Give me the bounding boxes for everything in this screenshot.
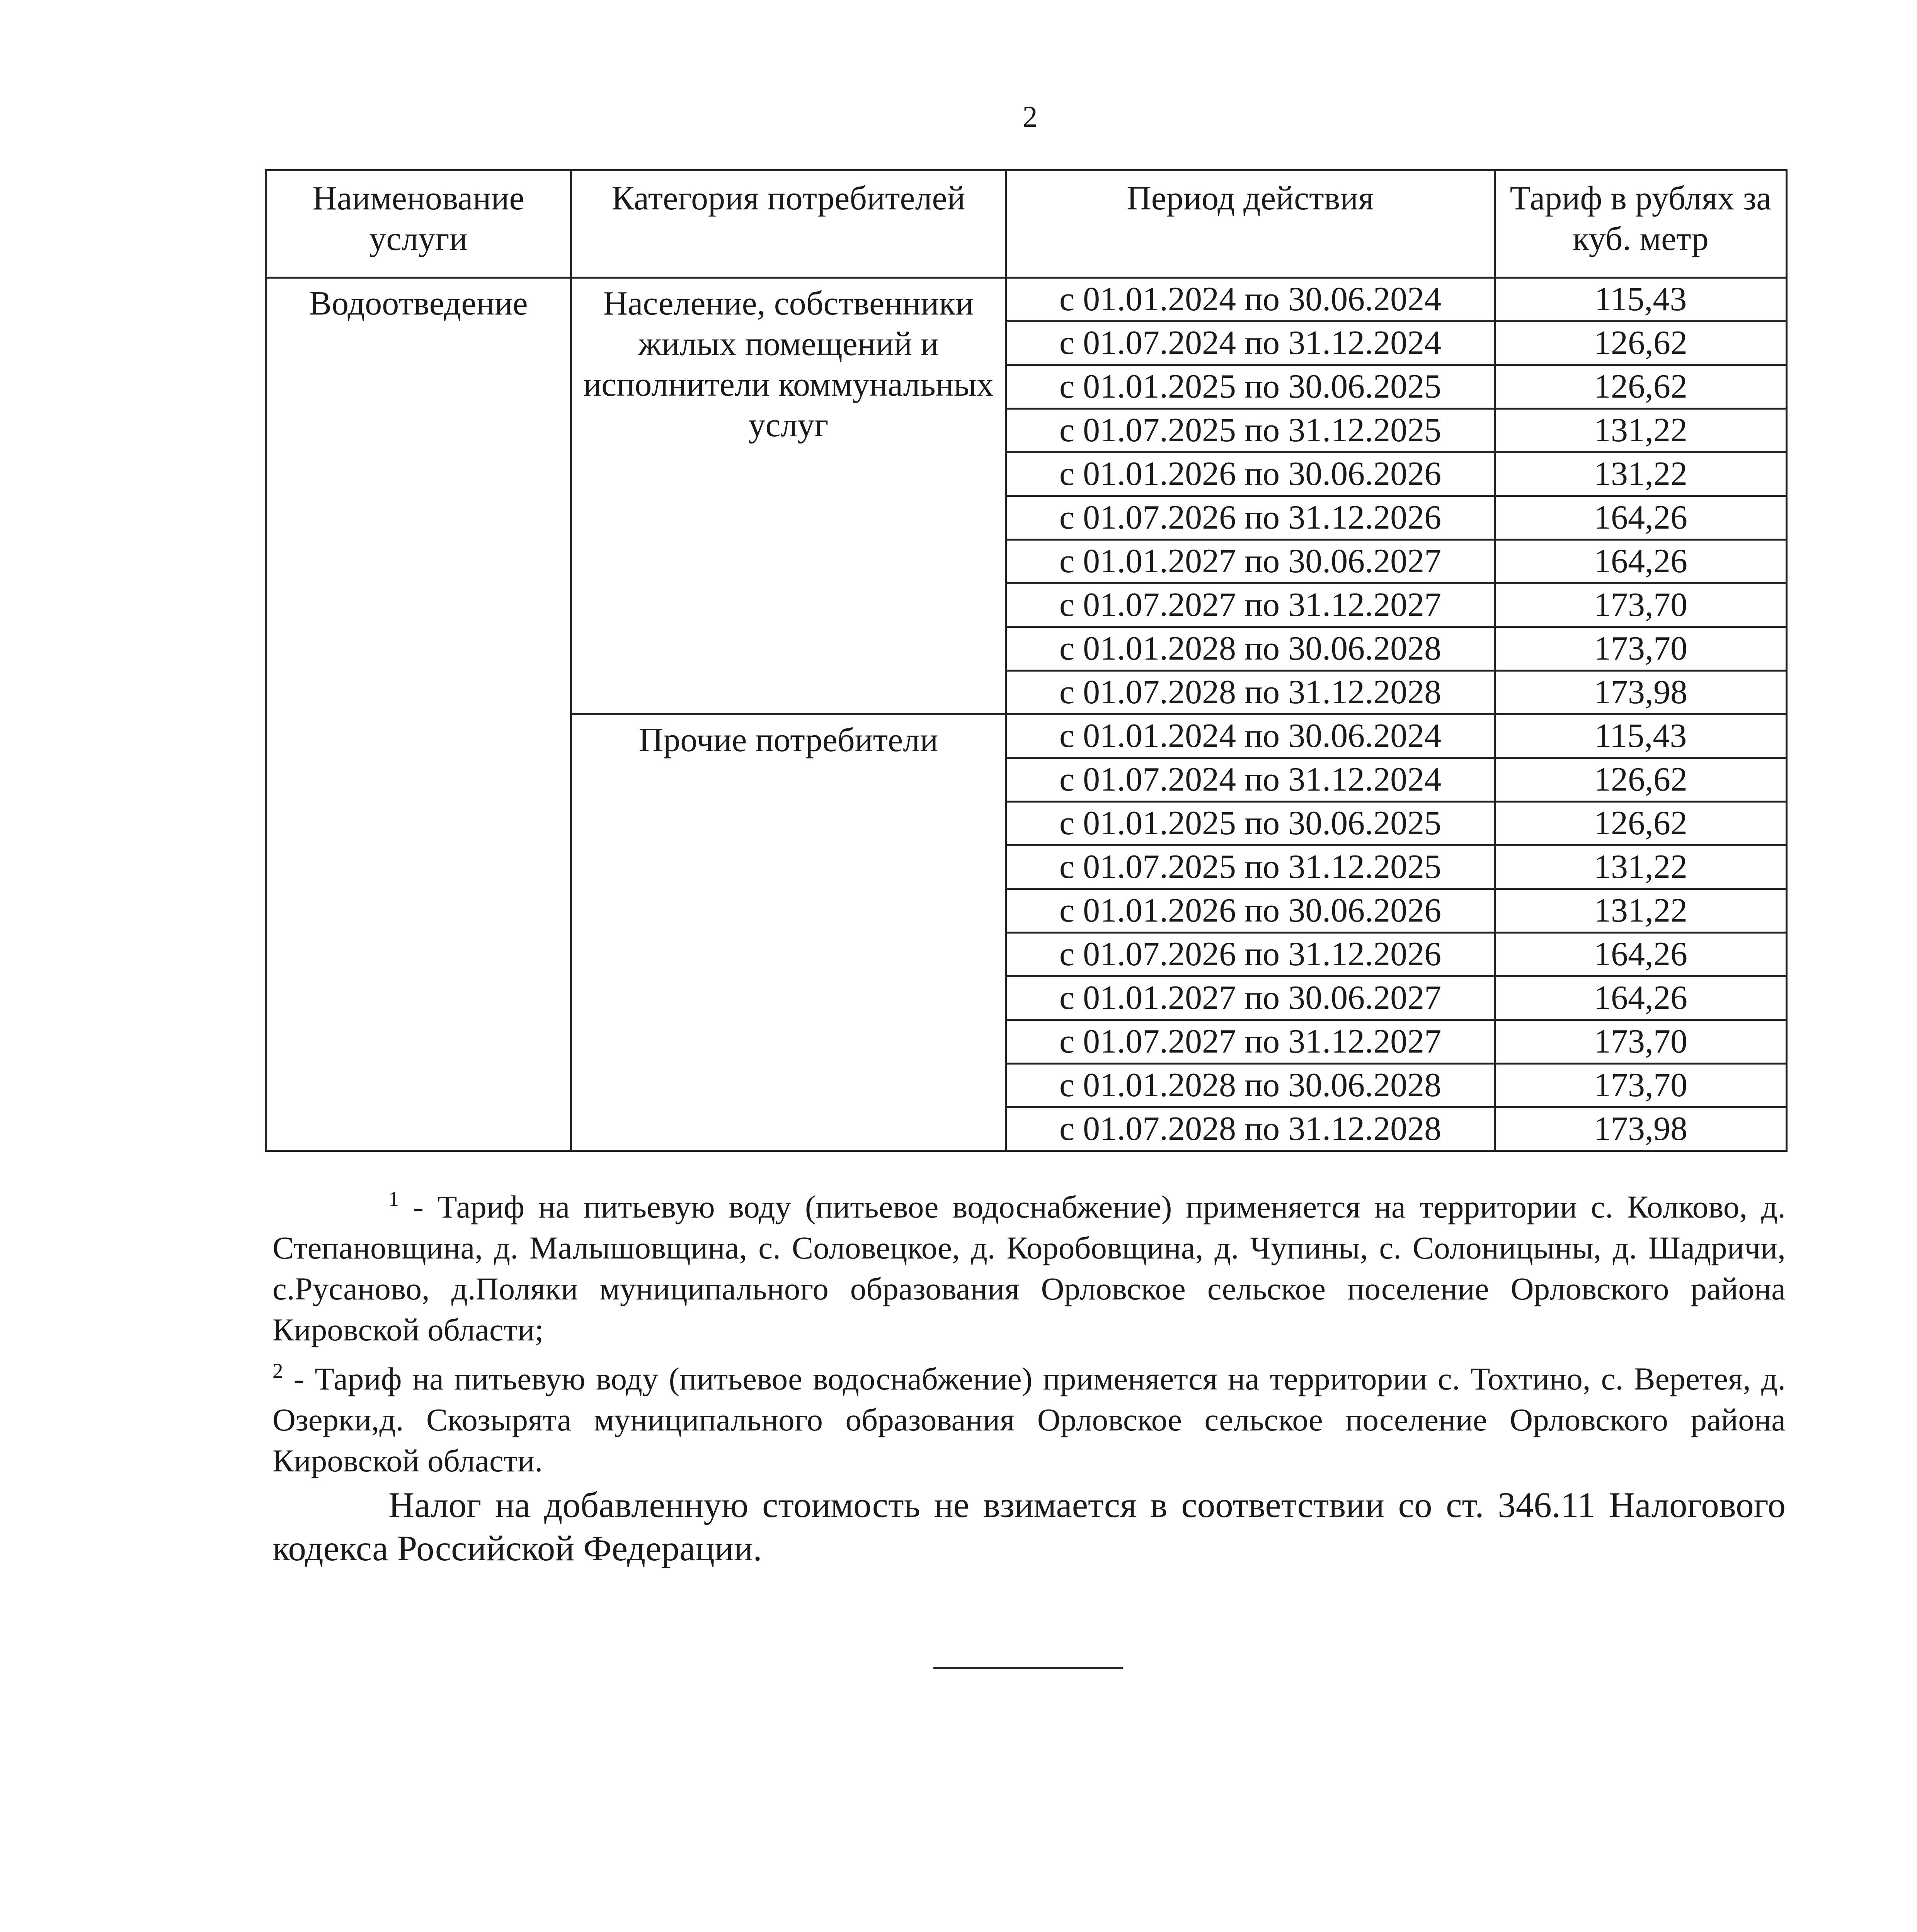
end-divider (933, 1667, 1123, 1669)
period-cell: с 01.01.2027 по 30.06.2027 (1006, 976, 1495, 1020)
tariff-value-cell: 164,26 (1495, 540, 1787, 583)
service-name-cell: Водоотведение (266, 278, 571, 1151)
period-cell: с 01.07.2028 по 31.12.2028 (1006, 1107, 1495, 1151)
tariff-value-cell: 173,98 (1495, 671, 1787, 714)
tariff-value-cell: 115,43 (1495, 278, 1787, 321)
category-cell: Население, собственники жилых помещений и исполнители коммунальных услуг (571, 278, 1006, 714)
tariff-value-cell: 173,70 (1495, 583, 1787, 627)
vat-note: Налог на добавленную стоимость не взимается в соответствии со ст. 346.11 Налогового кодекса Российской Федерации. (272, 1485, 1786, 1568)
period-cell: с 01.07.2024 по 31.12.2024 (1006, 758, 1495, 802)
period-cell: с 01.01.2024 по 30.06.2024 (1006, 714, 1495, 758)
period-cell: с 01.01.2026 по 30.06.2026 (1006, 889, 1495, 933)
tariff-value-cell: 131,22 (1495, 452, 1787, 496)
tariff-value-cell: 173,70 (1495, 1064, 1787, 1107)
tariff-value-cell: 164,26 (1495, 496, 1787, 540)
header-category: Категория потребителей (571, 170, 1006, 278)
period-cell: с 01.01.2025 по 30.06.2025 (1006, 365, 1495, 409)
tariff-value-cell: 173,70 (1495, 627, 1787, 671)
period-cell: с 01.07.2025 по 31.12.2025 (1006, 409, 1495, 452)
footnote-2-mark: 2 (272, 1359, 283, 1383)
tariff-value-cell: 164,26 (1495, 976, 1787, 1020)
period-cell: с 01.01.2024 по 30.06.2024 (1006, 278, 1495, 321)
tariff-table-body (266, 278, 1787, 1151)
tariff-value-cell: 126,62 (1495, 365, 1787, 409)
tariff-value-cell: 126,62 (1495, 321, 1787, 365)
tariff-value-cell: 131,22 (1495, 409, 1787, 452)
footnote-1 (272, 1186, 1786, 1350)
tariff-value-cell: 131,22 (1495, 889, 1787, 933)
tariff-value-cell: 115,43 (1495, 714, 1787, 758)
tariff-value-cell: 164,26 (1495, 933, 1787, 976)
period-cell: с 01.07.2028 по 31.12.2028 (1006, 671, 1495, 714)
footnote-1-text: - Тариф на питьевую воду (питьевое водоснабжение) применяется на территории с. Колково, д. Степановщина, д. Малышовщина, с. Соловецкое, д. Коробовщина, д. Чупины, с. Солоницыны, д. Шадричи, с.Русаново, д.Поляки муниципального образования Орловское сельское поселение Орловского района Кировской области; (272, 1189, 1786, 1347)
footnote-1-mark: 1 (388, 1187, 399, 1211)
period-cell: с 01.01.2025 по 30.06.2025 (1006, 802, 1495, 845)
header-tariff: Тариф в рублях за куб. метр (1495, 170, 1787, 278)
period-cell: с 01.01.2028 по 30.06.2028 (1006, 627, 1495, 671)
period-cell: с 01.07.2025 по 31.12.2025 (1006, 845, 1495, 889)
period-cell: с 01.07.2026 по 31.12.2026 (1006, 496, 1495, 540)
period-cell: с 01.07.2024 по 31.12.2024 (1006, 321, 1495, 365)
table-header-row (266, 170, 1787, 278)
period-cell: с 01.01.2028 по 30.06.2028 (1006, 1064, 1495, 1107)
tariff-value-cell: 126,62 (1495, 802, 1787, 845)
period-cell: с 01.07.2027 по 31.12.2027 (1006, 1020, 1495, 1064)
tariff-value-cell: 173,98 (1495, 1107, 1787, 1151)
tariff-value-cell: 173,70 (1495, 1020, 1787, 1064)
footnote-2 (272, 1358, 1786, 1481)
period-cell: с 01.01.2027 по 30.06.2027 (1006, 540, 1495, 583)
tariff-value-cell: 131,22 (1495, 845, 1787, 889)
header-service: Наименование услуги (266, 170, 571, 278)
tariff-value-cell: 126,62 (1495, 758, 1787, 802)
header-period: Период действия (1006, 170, 1495, 278)
period-cell: с 01.07.2027 по 31.12.2027 (1006, 583, 1495, 627)
period-cell: с 01.01.2026 по 30.06.2026 (1006, 452, 1495, 496)
table-row (266, 278, 1787, 321)
category-cell: Прочие потребители (571, 714, 1006, 1151)
period-cell: с 01.07.2026 по 31.12.2026 (1006, 933, 1495, 976)
page-number: 2 (1022, 100, 1038, 133)
tariff-table (265, 169, 1788, 1152)
footnote-2-text: - Тариф на питьевую воду (питьевое водоснабжение) применяется на территории с. Тохтино, с. Веретея, д. Озерки,д. Скозырята муниципального образования Орловское сельское поселение Орловского района Кировской области. (272, 1361, 1786, 1478)
